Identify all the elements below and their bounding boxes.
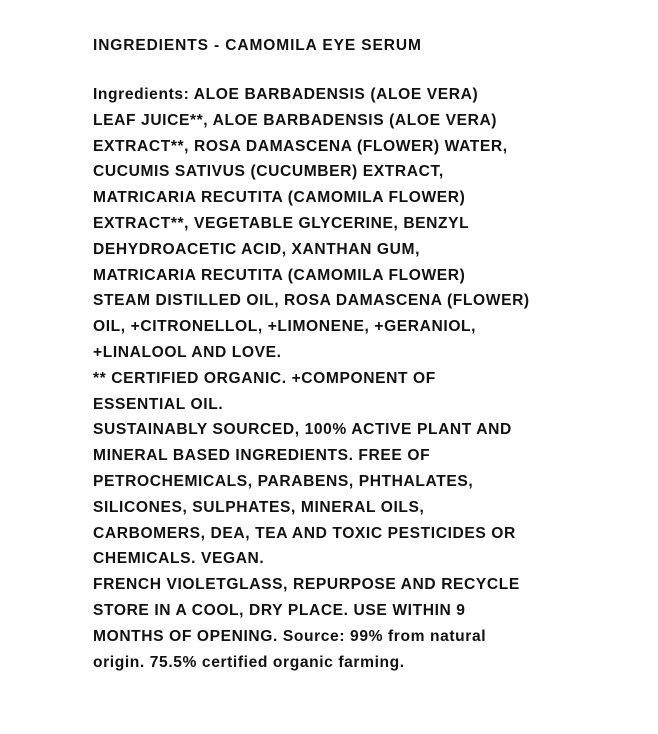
- packaging-note: FRENCH VIOLETGLASS, REPURPOSE AND RECYCLE: [93, 576, 520, 594]
- storage-note: MONTHS OF OPENING. Source: 99% from natural: [93, 627, 487, 645]
- certification-note: ESSENTIAL OIL.: [93, 395, 224, 413]
- ingredients-document: [93, 36, 593, 675]
- text-line: +LINALOOL AND LOVE.: [93, 343, 282, 361]
- text-line: Ingredients: ALOE BARBADENSIS (ALOE VERA): [93, 86, 479, 103]
- ingredients-text: [93, 82, 593, 675]
- storage-note: STORE IN A COOL, DRY PLACE. USE WITHIN 9: [93, 601, 466, 619]
- text-line: EXTRACT**, VEGETABLE GLYCERINE, BENZYL: [93, 214, 470, 232]
- text-line: OIL, +CITRONELLOL, +LIMONENE, +GERANIOL,: [93, 318, 477, 336]
- sourcing-statement: SILICONES, SULPHATES, MINERAL OILS,: [93, 498, 425, 516]
- sourcing-statement: CARBOMERS, DEA, TEA AND TOXIC PESTICIDES OR: [93, 524, 516, 542]
- origin-note: origin. 75.5% certified organic farming.: [93, 653, 405, 671]
- text-line: EXTRACT**, ROSA DAMASCENA (FLOWER) WATER,: [93, 137, 508, 155]
- text-line: MATRICARIA RECUTITA (CAMOMILA FLOWER): [93, 266, 466, 284]
- sourcing-statement: CHEMICALS. VEGAN.: [93, 550, 265, 568]
- text-line: MATRICARIA RECUTITA (CAMOMILA FLOWER): [93, 189, 466, 207]
- text-line: CUCUMIS SATIVUS (CUCUMBER) EXTRACT,: [93, 163, 444, 181]
- text-line: STEAM DISTILLED OIL, ROSA DAMASCENA (FLOWER): [93, 292, 530, 310]
- sourcing-statement: SUSTAINABLY SOURCED, 100% ACTIVE PLANT AND: [93, 421, 512, 439]
- text-line: DEHYDROACETIC ACID, XANTHAN GUM,: [93, 240, 421, 258]
- text-line: LEAF JUICE**, ALOE BARBADENSIS (ALOE VERA): [93, 111, 498, 129]
- sourcing-statement: MINERAL BASED INGREDIENTS. FREE OF: [93, 447, 431, 465]
- document-title: INGREDIENTS - CAMOMILA EYE SERUM: [93, 37, 422, 54]
- sourcing-statement: PETROCHEMICALS, PARABENS, PHTHALATES,: [93, 472, 474, 490]
- certification-note: ** CERTIFIED ORGANIC. +COMPONENT OF: [93, 369, 436, 387]
